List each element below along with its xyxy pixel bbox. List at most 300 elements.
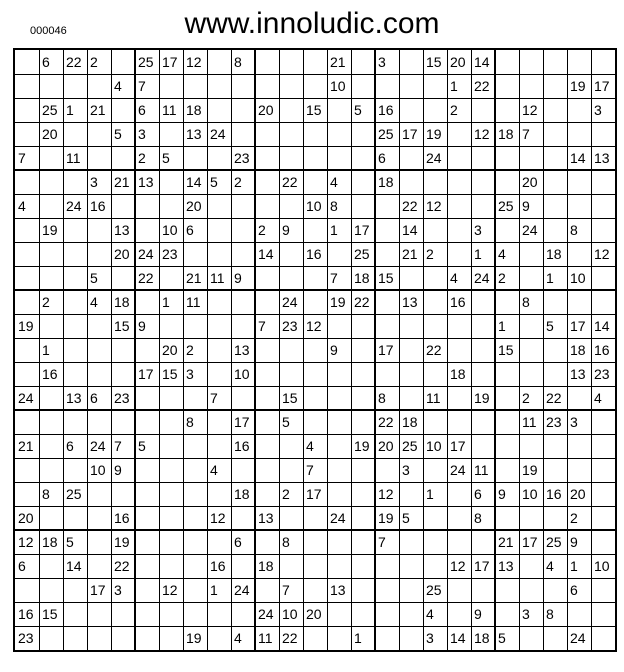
empty-cell[interactable] <box>135 530 159 554</box>
empty-cell[interactable] <box>87 242 111 266</box>
empty-cell[interactable] <box>159 410 183 434</box>
empty-cell[interactable] <box>591 194 615 218</box>
empty-cell[interactable] <box>423 362 447 386</box>
empty-cell[interactable] <box>63 242 87 266</box>
empty-cell[interactable] <box>207 218 231 242</box>
empty-cell[interactable] <box>327 362 351 386</box>
empty-cell[interactable] <box>135 386 159 410</box>
empty-cell[interactable] <box>375 578 399 602</box>
empty-cell[interactable] <box>591 506 615 530</box>
empty-cell[interactable] <box>591 410 615 434</box>
empty-cell[interactable] <box>231 506 255 530</box>
empty-cell[interactable] <box>63 218 87 242</box>
empty-cell[interactable] <box>567 98 591 122</box>
empty-cell[interactable] <box>39 506 63 530</box>
empty-cell[interactable] <box>399 50 423 74</box>
empty-cell[interactable] <box>567 386 591 410</box>
empty-cell[interactable] <box>447 170 471 194</box>
empty-cell[interactable] <box>351 194 375 218</box>
empty-cell[interactable] <box>135 602 159 626</box>
empty-cell[interactable] <box>591 602 615 626</box>
empty-cell[interactable] <box>15 410 39 434</box>
empty-cell[interactable] <box>63 602 87 626</box>
empty-cell[interactable] <box>351 170 375 194</box>
empty-cell[interactable] <box>399 578 423 602</box>
empty-cell[interactable] <box>39 266 63 290</box>
empty-cell[interactable] <box>159 530 183 554</box>
empty-cell[interactable] <box>399 362 423 386</box>
empty-cell[interactable] <box>207 434 231 458</box>
empty-cell[interactable] <box>15 482 39 506</box>
empty-cell[interactable] <box>447 530 471 554</box>
empty-cell[interactable] <box>63 626 87 650</box>
empty-cell[interactable] <box>423 290 447 314</box>
empty-cell[interactable] <box>399 530 423 554</box>
empty-cell[interactable] <box>279 50 303 74</box>
empty-cell[interactable] <box>351 602 375 626</box>
empty-cell[interactable] <box>183 242 207 266</box>
empty-cell[interactable] <box>519 242 543 266</box>
empty-cell[interactable] <box>351 506 375 530</box>
empty-cell[interactable] <box>543 218 567 242</box>
empty-cell[interactable] <box>111 146 135 170</box>
empty-cell[interactable] <box>327 458 351 482</box>
empty-cell[interactable] <box>15 362 39 386</box>
empty-cell[interactable] <box>255 170 279 194</box>
empty-cell[interactable] <box>39 410 63 434</box>
empty-cell[interactable] <box>351 146 375 170</box>
empty-cell[interactable] <box>519 50 543 74</box>
empty-cell[interactable] <box>495 410 519 434</box>
empty-cell[interactable] <box>399 266 423 290</box>
empty-cell[interactable] <box>327 434 351 458</box>
empty-cell[interactable] <box>255 434 279 458</box>
empty-cell[interactable] <box>447 338 471 362</box>
empty-cell[interactable] <box>111 602 135 626</box>
empty-cell[interactable] <box>15 50 39 74</box>
empty-cell[interactable] <box>495 290 519 314</box>
empty-cell[interactable] <box>303 530 327 554</box>
empty-cell[interactable] <box>423 218 447 242</box>
empty-cell[interactable] <box>231 314 255 338</box>
empty-cell[interactable] <box>303 290 327 314</box>
empty-cell[interactable] <box>279 194 303 218</box>
empty-cell[interactable] <box>39 434 63 458</box>
empty-cell[interactable] <box>279 362 303 386</box>
empty-cell[interactable] <box>543 458 567 482</box>
empty-cell[interactable] <box>447 146 471 170</box>
empty-cell[interactable] <box>423 314 447 338</box>
empty-cell[interactable] <box>207 194 231 218</box>
empty-cell[interactable] <box>399 98 423 122</box>
empty-cell[interactable] <box>39 554 63 578</box>
empty-cell[interactable] <box>591 482 615 506</box>
empty-cell[interactable] <box>327 554 351 578</box>
empty-cell[interactable] <box>447 122 471 146</box>
empty-cell[interactable] <box>543 434 567 458</box>
empty-cell[interactable] <box>567 170 591 194</box>
empty-cell[interactable] <box>207 146 231 170</box>
empty-cell[interactable] <box>39 194 63 218</box>
empty-cell[interactable] <box>327 242 351 266</box>
empty-cell[interactable] <box>255 266 279 290</box>
empty-cell[interactable] <box>543 506 567 530</box>
empty-cell[interactable] <box>519 554 543 578</box>
empty-cell[interactable] <box>183 458 207 482</box>
empty-cell[interactable] <box>279 122 303 146</box>
empty-cell[interactable] <box>447 242 471 266</box>
empty-cell[interactable] <box>87 554 111 578</box>
empty-cell[interactable] <box>207 338 231 362</box>
empty-cell[interactable] <box>135 458 159 482</box>
empty-cell[interactable] <box>591 458 615 482</box>
empty-cell[interactable] <box>255 194 279 218</box>
empty-cell[interactable] <box>567 50 591 74</box>
empty-cell[interactable] <box>231 290 255 314</box>
empty-cell[interactable] <box>519 506 543 530</box>
empty-cell[interactable] <box>207 290 231 314</box>
empty-cell[interactable] <box>231 458 255 482</box>
empty-cell[interactable] <box>567 458 591 482</box>
empty-cell[interactable] <box>159 626 183 650</box>
empty-cell[interactable] <box>591 122 615 146</box>
empty-cell[interactable] <box>375 194 399 218</box>
empty-cell[interactable] <box>471 170 495 194</box>
empty-cell[interactable] <box>543 170 567 194</box>
empty-cell[interactable] <box>471 98 495 122</box>
empty-cell[interactable] <box>519 434 543 458</box>
empty-cell[interactable] <box>87 506 111 530</box>
empty-cell[interactable] <box>279 554 303 578</box>
empty-cell[interactable] <box>231 98 255 122</box>
empty-cell[interactable] <box>519 314 543 338</box>
empty-cell[interactable] <box>15 578 39 602</box>
empty-cell[interactable] <box>63 122 87 146</box>
empty-cell[interactable] <box>495 170 519 194</box>
empty-cell[interactable] <box>135 338 159 362</box>
empty-cell[interactable] <box>519 146 543 170</box>
empty-cell[interactable] <box>495 362 519 386</box>
empty-cell[interactable] <box>183 434 207 458</box>
empty-cell[interactable] <box>591 50 615 74</box>
empty-cell[interactable] <box>279 266 303 290</box>
empty-cell[interactable] <box>399 602 423 626</box>
empty-cell[interactable] <box>159 458 183 482</box>
empty-cell[interactable] <box>159 314 183 338</box>
empty-cell[interactable] <box>279 506 303 530</box>
empty-cell[interactable] <box>519 626 543 650</box>
empty-cell[interactable] <box>159 482 183 506</box>
empty-cell[interactable] <box>567 194 591 218</box>
empty-cell[interactable] <box>135 578 159 602</box>
empty-cell[interactable] <box>471 410 495 434</box>
empty-cell[interactable] <box>399 626 423 650</box>
empty-cell[interactable] <box>39 146 63 170</box>
empty-cell[interactable] <box>63 266 87 290</box>
empty-cell[interactable] <box>87 122 111 146</box>
empty-cell[interactable] <box>255 338 279 362</box>
empty-cell[interactable] <box>135 554 159 578</box>
empty-cell[interactable] <box>279 74 303 98</box>
empty-cell[interactable] <box>351 74 375 98</box>
empty-cell[interactable] <box>111 410 135 434</box>
empty-cell[interactable] <box>303 578 327 602</box>
empty-cell[interactable] <box>63 170 87 194</box>
empty-cell[interactable] <box>135 506 159 530</box>
empty-cell[interactable] <box>15 98 39 122</box>
empty-cell[interactable] <box>591 290 615 314</box>
empty-cell[interactable] <box>303 386 327 410</box>
empty-cell[interactable] <box>543 74 567 98</box>
empty-cell[interactable] <box>447 410 471 434</box>
empty-cell[interactable] <box>159 434 183 458</box>
empty-cell[interactable] <box>183 314 207 338</box>
empty-cell[interactable] <box>183 578 207 602</box>
empty-cell[interactable] <box>15 458 39 482</box>
empty-cell[interactable] <box>591 578 615 602</box>
empty-cell[interactable] <box>303 170 327 194</box>
empty-cell[interactable] <box>279 146 303 170</box>
empty-cell[interactable] <box>591 218 615 242</box>
empty-cell[interactable] <box>327 122 351 146</box>
empty-cell[interactable] <box>519 578 543 602</box>
empty-cell[interactable] <box>495 386 519 410</box>
empty-cell[interactable] <box>327 98 351 122</box>
empty-cell[interactable] <box>159 386 183 410</box>
empty-cell[interactable] <box>279 458 303 482</box>
empty-cell[interactable] <box>327 530 351 554</box>
empty-cell[interactable] <box>543 194 567 218</box>
empty-cell[interactable] <box>135 410 159 434</box>
empty-cell[interactable] <box>399 554 423 578</box>
empty-cell[interactable] <box>135 218 159 242</box>
empty-cell[interactable] <box>159 506 183 530</box>
empty-cell[interactable] <box>183 74 207 98</box>
empty-cell[interactable] <box>39 170 63 194</box>
empty-cell[interactable] <box>399 146 423 170</box>
empty-cell[interactable] <box>447 506 471 530</box>
empty-cell[interactable] <box>591 434 615 458</box>
empty-cell[interactable] <box>471 434 495 458</box>
empty-cell[interactable] <box>303 410 327 434</box>
empty-cell[interactable] <box>255 578 279 602</box>
empty-cell[interactable] <box>399 74 423 98</box>
empty-cell[interactable] <box>183 602 207 626</box>
empty-cell[interactable] <box>255 50 279 74</box>
empty-cell[interactable] <box>447 602 471 626</box>
empty-cell[interactable] <box>255 410 279 434</box>
empty-cell[interactable] <box>159 602 183 626</box>
empty-cell[interactable] <box>351 386 375 410</box>
empty-cell[interactable] <box>207 242 231 266</box>
empty-cell[interactable] <box>351 50 375 74</box>
empty-cell[interactable] <box>351 482 375 506</box>
empty-cell[interactable] <box>135 290 159 314</box>
empty-cell[interactable] <box>39 578 63 602</box>
empty-cell[interactable] <box>231 74 255 98</box>
empty-cell[interactable] <box>111 362 135 386</box>
empty-cell[interactable] <box>375 362 399 386</box>
empty-cell[interactable] <box>63 578 87 602</box>
empty-cell[interactable] <box>15 266 39 290</box>
empty-cell[interactable] <box>207 482 231 506</box>
empty-cell[interactable] <box>303 506 327 530</box>
empty-cell[interactable] <box>303 338 327 362</box>
empty-cell[interactable] <box>135 194 159 218</box>
empty-cell[interactable] <box>159 554 183 578</box>
empty-cell[interactable] <box>15 74 39 98</box>
empty-cell[interactable] <box>375 290 399 314</box>
empty-cell[interactable] <box>63 458 87 482</box>
empty-cell[interactable] <box>87 482 111 506</box>
empty-cell[interactable] <box>231 218 255 242</box>
empty-cell[interactable] <box>39 386 63 410</box>
empty-cell[interactable] <box>87 626 111 650</box>
empty-cell[interactable] <box>255 362 279 386</box>
empty-cell[interactable] <box>375 602 399 626</box>
empty-cell[interactable] <box>63 410 87 434</box>
empty-cell[interactable] <box>87 338 111 362</box>
empty-cell[interactable] <box>423 74 447 98</box>
empty-cell[interactable] <box>495 218 519 242</box>
empty-cell[interactable] <box>231 602 255 626</box>
empty-cell[interactable] <box>375 74 399 98</box>
empty-cell[interactable] <box>543 50 567 74</box>
empty-cell[interactable] <box>39 74 63 98</box>
empty-cell[interactable] <box>207 530 231 554</box>
empty-cell[interactable] <box>327 314 351 338</box>
empty-cell[interactable] <box>279 338 303 362</box>
empty-cell[interactable] <box>591 530 615 554</box>
empty-cell[interactable] <box>279 98 303 122</box>
empty-cell[interactable] <box>87 362 111 386</box>
empty-cell[interactable] <box>351 554 375 578</box>
empty-cell[interactable] <box>375 626 399 650</box>
empty-cell[interactable] <box>183 386 207 410</box>
empty-cell[interactable] <box>423 554 447 578</box>
empty-cell[interactable] <box>87 74 111 98</box>
empty-cell[interactable] <box>63 290 87 314</box>
empty-cell[interactable] <box>351 314 375 338</box>
empty-cell[interactable] <box>543 362 567 386</box>
empty-cell[interactable] <box>255 482 279 506</box>
empty-cell[interactable] <box>543 578 567 602</box>
empty-cell[interactable] <box>423 458 447 482</box>
empty-cell[interactable] <box>375 242 399 266</box>
empty-cell[interactable] <box>495 74 519 98</box>
empty-cell[interactable] <box>423 98 447 122</box>
empty-cell[interactable] <box>15 338 39 362</box>
empty-cell[interactable] <box>39 314 63 338</box>
empty-cell[interactable] <box>351 458 375 482</box>
empty-cell[interactable] <box>519 74 543 98</box>
empty-cell[interactable] <box>15 290 39 314</box>
empty-cell[interactable] <box>519 362 543 386</box>
empty-cell[interactable] <box>159 194 183 218</box>
empty-cell[interactable] <box>303 554 327 578</box>
empty-cell[interactable] <box>471 362 495 386</box>
empty-cell[interactable] <box>495 434 519 458</box>
empty-cell[interactable] <box>255 74 279 98</box>
empty-cell[interactable] <box>327 626 351 650</box>
empty-cell[interactable] <box>399 386 423 410</box>
empty-cell[interactable] <box>255 290 279 314</box>
empty-cell[interactable] <box>279 434 303 458</box>
empty-cell[interactable] <box>207 410 231 434</box>
empty-cell[interactable] <box>591 266 615 290</box>
empty-cell[interactable] <box>543 626 567 650</box>
empty-cell[interactable] <box>183 482 207 506</box>
empty-cell[interactable] <box>399 482 423 506</box>
empty-cell[interactable] <box>159 266 183 290</box>
empty-cell[interactable] <box>63 314 87 338</box>
empty-cell[interactable] <box>87 218 111 242</box>
empty-cell[interactable] <box>423 170 447 194</box>
empty-cell[interactable] <box>87 602 111 626</box>
empty-cell[interactable] <box>447 578 471 602</box>
empty-cell[interactable] <box>591 626 615 650</box>
empty-cell[interactable] <box>303 218 327 242</box>
empty-cell[interactable] <box>495 458 519 482</box>
empty-cell[interactable] <box>447 386 471 410</box>
empty-cell[interactable] <box>207 74 231 98</box>
empty-cell[interactable] <box>423 266 447 290</box>
empty-cell[interactable] <box>183 530 207 554</box>
empty-cell[interactable] <box>159 170 183 194</box>
empty-cell[interactable] <box>519 266 543 290</box>
empty-cell[interactable] <box>231 242 255 266</box>
empty-cell[interactable] <box>495 578 519 602</box>
empty-cell[interactable] <box>207 314 231 338</box>
empty-cell[interactable] <box>423 530 447 554</box>
empty-cell[interactable] <box>471 194 495 218</box>
empty-cell[interactable] <box>183 554 207 578</box>
empty-cell[interactable] <box>567 602 591 626</box>
empty-cell[interactable] <box>15 170 39 194</box>
empty-cell[interactable] <box>303 122 327 146</box>
empty-cell[interactable] <box>159 74 183 98</box>
empty-cell[interactable] <box>423 506 447 530</box>
empty-cell[interactable] <box>447 482 471 506</box>
empty-cell[interactable] <box>255 386 279 410</box>
empty-cell[interactable] <box>471 314 495 338</box>
empty-cell[interactable] <box>135 482 159 506</box>
empty-cell[interactable] <box>15 218 39 242</box>
empty-cell[interactable] <box>303 266 327 290</box>
empty-cell[interactable] <box>399 314 423 338</box>
empty-cell[interactable] <box>207 98 231 122</box>
empty-cell[interactable] <box>231 194 255 218</box>
empty-cell[interactable] <box>111 98 135 122</box>
empty-cell[interactable] <box>447 314 471 338</box>
empty-cell[interactable] <box>255 146 279 170</box>
empty-cell[interactable] <box>399 170 423 194</box>
empty-cell[interactable] <box>111 194 135 218</box>
empty-cell[interactable] <box>159 122 183 146</box>
empty-cell[interactable] <box>471 338 495 362</box>
empty-cell[interactable] <box>207 602 231 626</box>
empty-cell[interactable] <box>63 362 87 386</box>
empty-cell[interactable] <box>447 218 471 242</box>
empty-cell[interactable] <box>327 146 351 170</box>
empty-cell[interactable] <box>327 410 351 434</box>
empty-cell[interactable] <box>111 266 135 290</box>
empty-cell[interactable] <box>15 122 39 146</box>
empty-cell[interactable] <box>375 554 399 578</box>
empty-cell[interactable] <box>303 50 327 74</box>
empty-cell[interactable] <box>87 314 111 338</box>
empty-cell[interactable] <box>63 506 87 530</box>
